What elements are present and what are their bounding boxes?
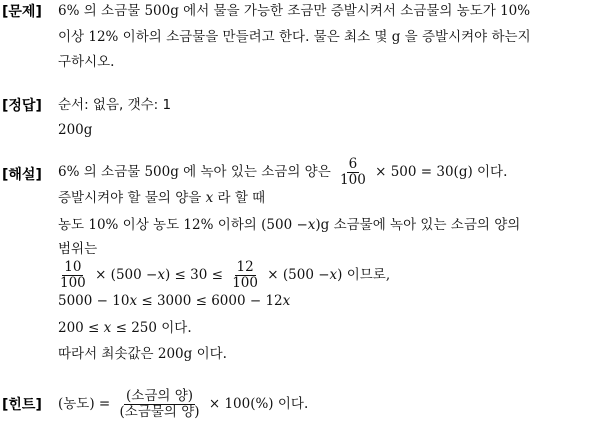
answer-value: 200g [58, 122, 93, 138]
fraction-denominator: 100 [60, 275, 86, 291]
math-variable: x [103, 320, 112, 336]
explanation-line-3 [58, 216, 520, 234]
fraction-numerator: (소금의 양) [126, 388, 194, 404]
problem-line-1: 6% 의 소금물 500g 에서 물을 가능한 조금만 증발시켜서 소금물의 농도가 10% [58, 3, 531, 19]
explanation-label: [해설] [2, 167, 42, 183]
math-variable: x [129, 293, 138, 309]
fraction [230, 260, 260, 291]
problem-line-2: 이상 12% 이하의 소금물을 만들려고 한다. 물은 최소 몇 g 을 증발시켜야 하는지 [58, 29, 531, 45]
explanation-text: 6% 의 소금물 500g 에 녹아 있는 소금의 양은 [58, 164, 331, 180]
hint-fraction [118, 389, 202, 420]
explanation-line-1 [58, 155, 507, 189]
explanation-line-4: 범위는 [58, 241, 98, 257]
fraction-denominator: 100 [232, 275, 258, 291]
explanation-text: 농도 10% 이상 농도 12% 이하의 (500 − [58, 217, 308, 233]
fraction-numerator: 10 [64, 259, 82, 275]
math-variable: x [205, 190, 214, 206]
explanation-text: ≤ 250 이다. [115, 320, 192, 336]
answer-meta: 순서: 없음, 갯수: 1 [58, 97, 172, 113]
answer-label: [정답] [2, 98, 42, 114]
explanation-text: ≤ 3000 ≤ 6000 − 12 [141, 293, 283, 309]
explanation-text: 증발시켜야 할 물의 양을 [58, 190, 202, 206]
explanation-text: )g 소금물에 녹아 있는 소금의 양의 [315, 217, 521, 233]
explanation-text: × (500 − [95, 267, 158, 283]
hint-text: × 100(%) 이다. [208, 396, 309, 412]
problem-line-3: 구하시오. [58, 54, 115, 70]
explanation-line-7 [58, 319, 192, 337]
math-variable: x [329, 267, 338, 283]
explanation-text: 5000 − 10 [58, 293, 130, 309]
math-variable: x [307, 217, 316, 233]
fraction [338, 157, 368, 188]
problem-label: [문제] [2, 4, 42, 20]
explanation-text: 200 ≤ [58, 320, 100, 336]
explanation-text: ) 이므로, [337, 267, 391, 283]
fraction-denominator: 100 [340, 172, 366, 188]
fraction-numerator: 6 [348, 156, 358, 172]
explanation-text: × (500 − [267, 267, 330, 283]
explanation-text: × 500 = 30(g) 이다. [375, 164, 508, 180]
fraction-numerator: 12 [236, 259, 254, 275]
fraction [58, 260, 88, 291]
fraction-denominator: (소금물의 양) [119, 404, 200, 420]
explanation-line-5 [58, 258, 390, 292]
explanation-line-6 [58, 292, 290, 310]
explanation-text: 라 할 때 [217, 190, 266, 206]
explanation-text: ) ≤ 30 ≤ [164, 267, 223, 283]
hint-line [58, 386, 308, 422]
math-variable: x [157, 267, 165, 283]
math-variable: x [282, 293, 291, 309]
hint-label: [힌트] [2, 397, 42, 413]
explanation-line-8: 따라서 최솟값은 200g 이다. [58, 346, 227, 362]
explanation-line-2 [58, 189, 265, 207]
hint-text: (농도) = [58, 396, 111, 412]
